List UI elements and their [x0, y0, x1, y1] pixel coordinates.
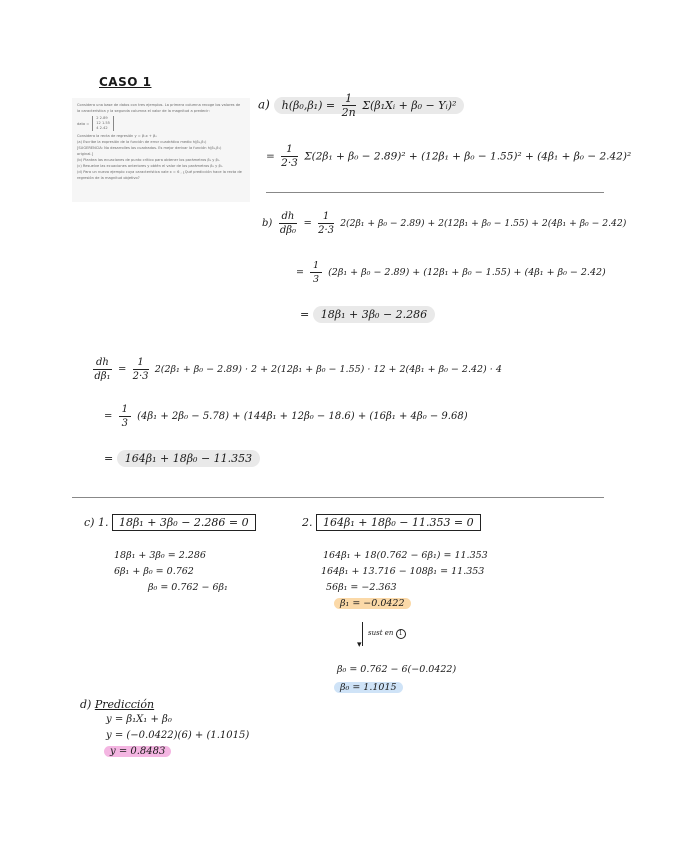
part-b2-simplified-rhs: (4β₁ + 2β₀ − 5.78) + (144β₁ + 12β₀ − 18.6) + (16β₁ + 4β₀ − 9.68)	[137, 411, 468, 422]
part-b-result-row	[300, 308, 435, 321]
part-d-heading-row	[80, 698, 154, 711]
beta0-step: β₀ = 0.762 − 6(−0.0422)	[337, 664, 457, 675]
right-step: 164β₁ + 13.716 − 108β₁ = 11.353	[321, 566, 485, 577]
part-a-rhs: Σ(β₁Xᵢ + β₀ − Yᵢ)²	[362, 98, 457, 112]
equals-sign: =	[104, 411, 113, 422]
part-b2-rhs: 2(2β₁ + β₀ − 2.89) · 2 + 2(12β₁ + β₀ − 1.55) · 12 + 2(4β₁ + β₀ − 2.42) · 4	[154, 364, 502, 375]
part-a-lhs: h(β₀,β₁) =	[281, 98, 336, 112]
prediction-step: y = (−0.0422)(6) + (1.1015)	[106, 730, 250, 741]
part-c-eq2	[302, 516, 481, 529]
prediction-step: y = β₁X₁ + β₀	[106, 714, 172, 725]
prediction-result-row	[104, 746, 171, 757]
circled-reference: 1	[396, 629, 406, 639]
fraction-numerator: 1	[133, 356, 149, 370]
left-step: β₀ = 0.762 − 6β₁	[148, 582, 228, 593]
problem-statement-image	[72, 98, 250, 202]
boxed-equation-1: 18β₁ + 3β₀ − 2.286 = 0	[112, 514, 256, 531]
equals-sign: =	[300, 308, 310, 321]
fraction-denominator: 2·3	[281, 157, 298, 169]
matrix-row: 2 2.89	[96, 116, 108, 120]
fraction-numerator: 1	[119, 403, 131, 417]
problem-line: Considera una base de datos con tres ejemplos. La primera columna recoge los valores de	[77, 103, 241, 107]
problem-line: Considera la recta de regresión y = β₁x + β₀	[77, 134, 157, 138]
derivative-numerator: dh	[93, 356, 112, 370]
part-a-highlight	[274, 92, 465, 119]
equals-sign: =	[303, 218, 312, 229]
fraction-numerator: 1	[342, 92, 356, 106]
beta1-highlight: β₁ = −0.0422	[334, 598, 411, 609]
equals-sign: =	[118, 364, 127, 375]
problem-line: (c) Resuelve las ecuaciones anteriores y obtén el valor de los parámetros β₀ y β₁.	[77, 164, 224, 168]
matrix-label: data =	[77, 121, 90, 126]
fraction-denominator: 3	[121, 418, 128, 429]
problem-line: (b) Plantea las ecuaciones de punto crítico para obtener los parámetros β₀ y β₁.	[77, 158, 221, 162]
part-b-simplified-rhs: (2β₁ + β₀ − 2.89) + (12β₁ + β₀ − 1.55) + (4β₁ + β₀ − 2.42)	[328, 267, 606, 278]
problem-line: (a) Escribe la expresión de la función de error cuadrático medio h(β₀,β₁)	[77, 140, 207, 144]
separator-line	[72, 497, 604, 498]
problem-line: [SUGERENCIA: No desarrolles los cuadrados. Es mejor derivar la función h(β₀,β₁)	[77, 146, 222, 150]
problem-line: la característica y la segunda columna el valor de la magnitud a predecir:	[77, 109, 210, 113]
fraction-denominator: 2·3	[318, 225, 335, 236]
part-a-expansion	[266, 143, 631, 170]
part-b2-result: 164β₁ + 18β₀ − 11.353	[117, 450, 260, 467]
equals-sign: =	[104, 452, 114, 465]
part-b2-simplified-fraction	[119, 403, 131, 430]
equals-sign: =	[266, 150, 275, 163]
part-a-expansion-fraction	[281, 143, 298, 170]
beta0-highlight: β₀ = 1.1015	[334, 682, 403, 693]
page-title: CASO 1	[99, 75, 152, 89]
part-a-expansion-rhs: Σ(2β₁ + β₀ − 2.89)² + (12β₁ + β₀ − 1.55)² + (4β₁ + β₀ − 2.42)²	[304, 150, 632, 163]
fraction-numerator: 1	[310, 259, 322, 273]
part-b-derivative-b0	[262, 210, 626, 237]
fraction-numerator: 1	[318, 210, 334, 224]
part-a-equation	[258, 92, 464, 119]
left-step: 6β₁ + β₀ = 0.762	[114, 566, 194, 577]
part-b-simplified-fraction	[310, 259, 322, 286]
problem-line: original.]	[77, 152, 93, 156]
part-b2-result-row	[104, 452, 260, 465]
derivative-denominator: dβ₀	[279, 225, 297, 236]
part-c-label: c)	[84, 516, 95, 529]
beta0-result	[334, 682, 403, 693]
equation-tag: 1.	[97, 516, 109, 529]
part-b2-fraction	[133, 356, 149, 383]
separator-line	[266, 192, 604, 193]
derivative-symbol	[93, 356, 112, 383]
derivative-denominator: dβ₁	[94, 371, 111, 382]
matrix-row: 4 2.42	[96, 126, 108, 130]
part-b-rhs: 2(2β₁ + β₀ − 2.89) + 2(12β₁ + β₀ − 1.55) + 2(4β₁ + β₀ − 2.42)	[340, 218, 627, 229]
part-b-derivative-b1	[90, 356, 502, 383]
part-a-fraction	[342, 92, 356, 119]
derivative-numerator: dh	[279, 210, 298, 224]
problem-line: regresión de la magnitud objetivo?	[77, 176, 140, 180]
fraction-numerator: 1	[281, 143, 298, 157]
equals-sign: =	[296, 267, 304, 278]
arrow-head-icon: ▾	[357, 640, 362, 650]
data-matrix	[77, 116, 245, 131]
right-step: 56β₁ = −2.363	[326, 582, 397, 593]
substitution-note	[368, 629, 406, 639]
equation-tag: 2.	[302, 516, 313, 529]
prediction-result: y = 0.8483	[104, 746, 171, 757]
part-d-heading: Predicción	[94, 698, 155, 711]
fraction-denominator: 2·3	[132, 371, 149, 382]
left-step: 18β₁ + 3β₀ = 2.286	[114, 550, 206, 561]
part-b-fraction	[318, 210, 334, 237]
matrix-row: 12 1.55	[96, 121, 110, 125]
part-b-simplified	[296, 259, 606, 286]
part-c-eq1	[84, 516, 256, 529]
part-a-label: a)	[258, 97, 270, 112]
part-d-label: d)	[80, 698, 92, 711]
derivative-symbol	[279, 210, 298, 237]
substitution-label: sust en	[368, 629, 394, 637]
problem-line: (d) Para un nuevo ejemplo cuya característica vale x = 6 , ¿Qué predicción hace la recta de	[77, 170, 242, 174]
part-b2-simplified	[104, 403, 468, 430]
part-b-result: 18β₁ + 3β₀ − 2.286	[313, 306, 435, 323]
substitution-arrow	[362, 622, 363, 646]
right-step: 164β₁ + 18(0.762 − 6β₁) = 11.353	[323, 550, 488, 561]
boxed-equation-2: 164β₁ + 18β₀ − 11.353 = 0	[316, 514, 481, 531]
beta1-result	[334, 598, 411, 609]
fraction-denominator: 2n	[341, 106, 356, 119]
part-b-label: b)	[262, 218, 273, 229]
fraction-denominator: 3	[313, 274, 320, 285]
